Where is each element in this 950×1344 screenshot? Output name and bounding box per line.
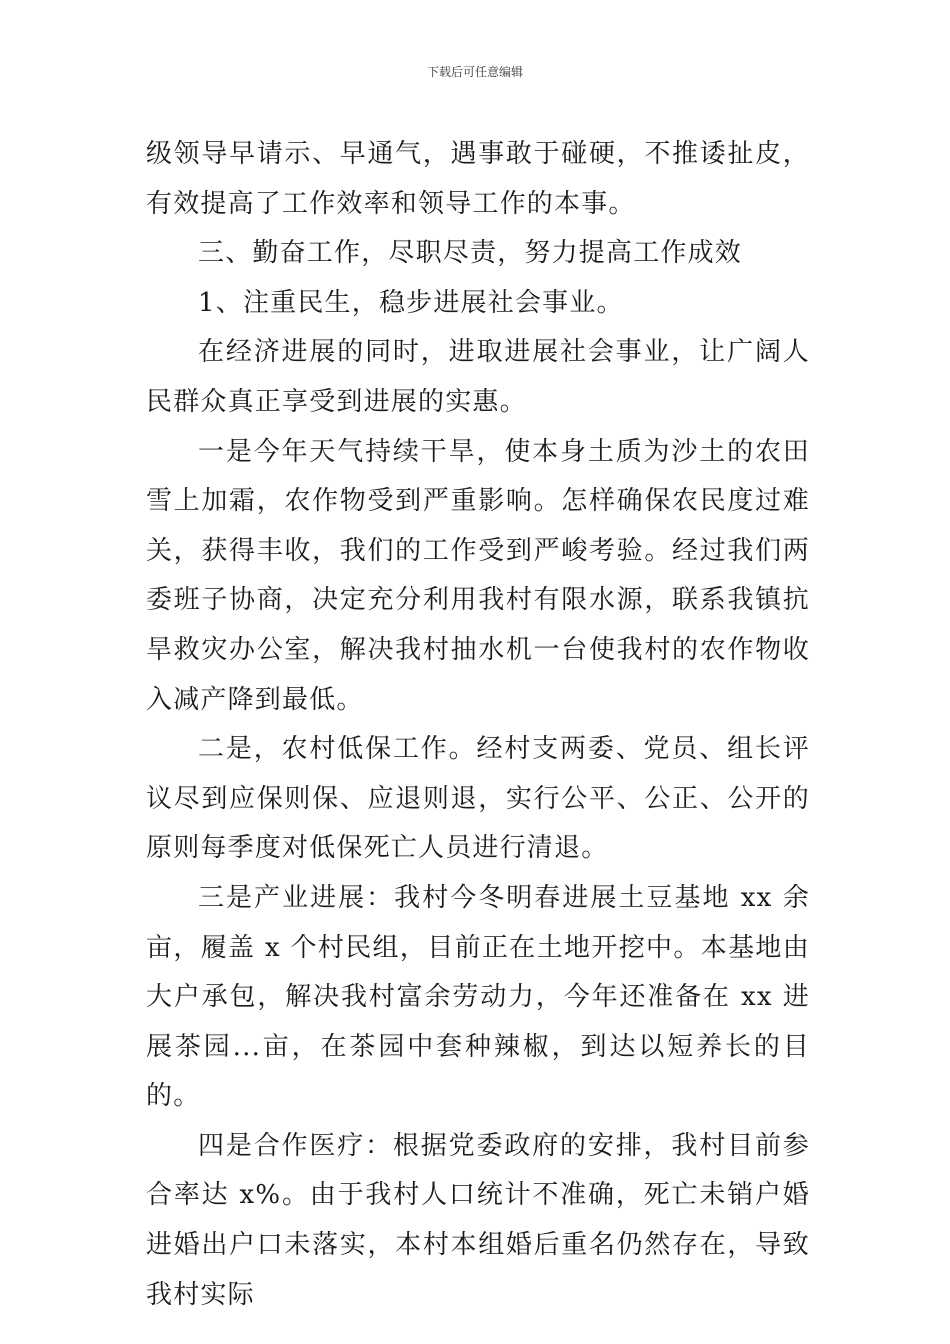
paragraph: 二是，农村低保工作。经村支两委、党员、组长评议尽到应保则保、应退则退，实行公平、公正、公开的原则每季度对低保死亡人员进行清退。: [146, 734, 810, 864]
document-body: [146, 130, 810, 1320]
paragraph: 三是产业进展：我村今冬明春进展土豆基地 xx 余亩，履盖 x 个村民组，目前正在土地开挖中。本基地由大户承包，解决我村富余劳动力，今年还准备在 xx 进展茶园...亩，在茶园中套种辣椒，到达以短养长的目的。: [146, 882, 810, 1112]
paragraph: 一是今年天气持续干旱，使本身土质为沙土的农田雪上加霜，农作物受到严重影响。怎样确保农民度过难关，获得丰收，我们的工作受到严峻考验。经过我们两委班子协商，决定充分利用我村有限水源，联系我镇抗旱救灾办公室，解决我村抽水机一台使我村的农作物收入减产降到最低。: [146, 436, 810, 715]
subsection-heading: 1、注重民生，稳步进展社会事业。: [198, 287, 624, 318]
paragraph: 在经济进展的同时，进取进展社会事业，让广阔人民群众真正享受到进展的实惠。: [146, 337, 810, 417]
page-header: 下载后可任意编辑: [426, 65, 523, 79]
section-heading: 三、勤奋工作，尽职尽责，努力提高工作成效: [198, 238, 743, 269]
paragraph: 四是合作医疗：根据党委政府的安排，我村目前参合率达 x%。由于我村人口统计不准确，死亡未销户婚进婚出户口未落实，本村本组婚后重名仍然存在，导致我村实际: [146, 1130, 810, 1310]
paragraph: 级领导早请示、早通气，遇事敢于碰硬，不推诿扯皮，有效提高了工作效率和领导工作的本事。: [146, 139, 810, 219]
